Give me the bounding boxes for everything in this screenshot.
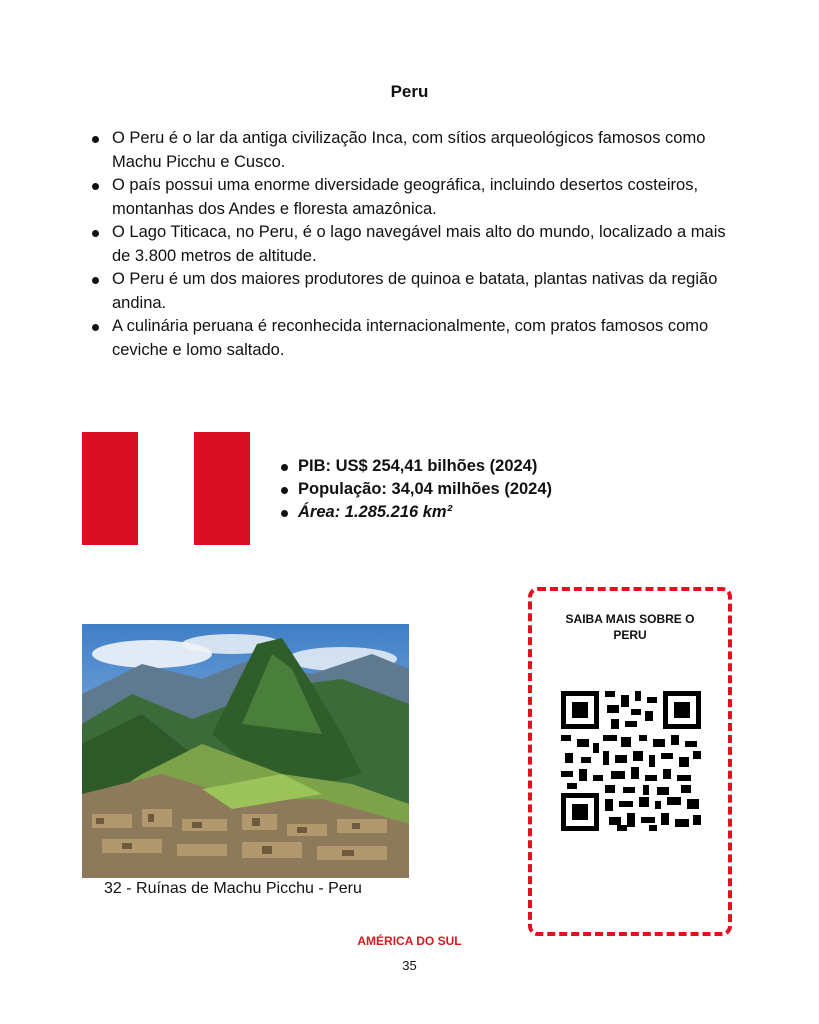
fact-item: O Lago Titicaca, no Peru, é o lago navegável mais alto do mundo, localizado a mais de 3.800 metros de altitude. xyxy=(90,221,730,268)
qr-heading: SAIBA MAIS SOBRE O PERU xyxy=(565,612,695,642)
footer-section-label: AMÉRICA DO SUL xyxy=(357,934,462,948)
flag-stripe-right xyxy=(194,432,250,545)
machu-picchu-photo xyxy=(82,624,409,878)
qr-code-graphic xyxy=(561,691,701,831)
stat-area: Área: 1.285.216 km² xyxy=(280,501,640,524)
stats-list xyxy=(280,455,640,524)
fact-item: O país possui uma enorme diversidade geográfica, incluindo desertos costeiros, montanhas dos Andes e floresta amazônica. xyxy=(90,174,730,221)
qr-code[interactable] xyxy=(561,691,701,831)
page-number: 35 xyxy=(402,958,417,973)
fact-item: O Peru é um dos maiores produtores de quinoa e batata, plantas nativas da região andina. xyxy=(90,268,730,315)
facts-list xyxy=(90,127,730,362)
fact-item: A culinária peruana é reconhecida internacionalmente, com pratos famosos como ceviche e lomo saltado. xyxy=(90,315,730,362)
machu-picchu-illustration xyxy=(82,624,409,878)
fact-item: O Peru é o lar da antiga civilização Inca, com sítios arqueológicos famosos como Machu Picchu e Cusco. xyxy=(90,127,730,174)
qr-card xyxy=(528,587,732,936)
photo-caption: 32 - Ruínas de Machu Picchu - Peru xyxy=(104,880,362,897)
flag-stripe-center xyxy=(138,432,194,545)
stat-population: População: 34,04 milhões (2024) xyxy=(280,478,640,501)
peru-flag xyxy=(82,432,250,545)
flag-stripe-left xyxy=(82,432,138,545)
page-title: Peru xyxy=(390,82,429,101)
stat-gdp: PIB: US$ 254,41 bilhões (2024) xyxy=(280,455,640,478)
